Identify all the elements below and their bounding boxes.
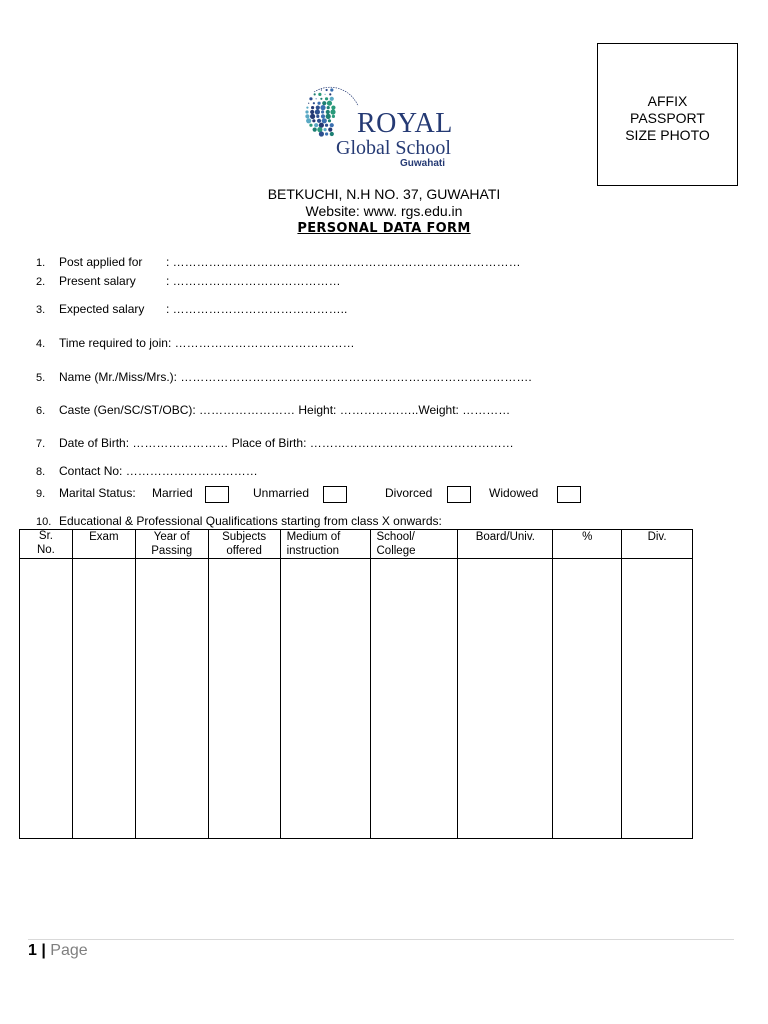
logo-dot [324, 94, 325, 95]
field-text: Educational & Professional Qualifications starting from class X onwards: [59, 514, 442, 528]
field-number: 6. [36, 405, 46, 417]
logo-dot [332, 115, 335, 118]
school-website: Website: www. rgs.edu.in [305, 203, 463, 219]
field-birth[interactable] [36, 436, 514, 452]
school-address: BETKUCHI, N.H NO. 37, GUWAHATI [267, 186, 501, 202]
logo-dot [311, 106, 314, 109]
field-text: Date of Birth: …………………… Place of Birth: …………………………………………… [59, 436, 514, 450]
table-header-row [20, 530, 693, 559]
logo-dot [314, 123, 318, 127]
field-label: Marital Status: [59, 486, 136, 500]
logo-dot [318, 93, 321, 96]
logo-dot [306, 107, 308, 109]
logo-dot [310, 110, 314, 114]
option-widowed-label: Widowed [489, 486, 539, 500]
photo-box-line-2: PASSPORT [630, 110, 705, 126]
checkbox-married[interactable] [205, 486, 229, 503]
photo-box-line-3: SIZE PHOTO [625, 127, 710, 143]
col-header-exam [72, 530, 135, 559]
logo-dot [326, 110, 330, 114]
field-name[interactable] [36, 370, 532, 386]
col-header-school [370, 530, 458, 559]
logo-dot [330, 123, 334, 127]
header-line: Year of [153, 531, 190, 543]
field-number: 10. [36, 516, 52, 528]
logo-dot [330, 132, 334, 136]
option-unmarried-label: Unmarried [253, 486, 310, 500]
field-label: Post applied for [59, 255, 143, 269]
logo-dot [305, 110, 308, 113]
logo-dot [316, 98, 317, 99]
header-line: College [376, 545, 416, 557]
table-cell[interactable] [280, 559, 370, 839]
option-divorced-label: Divorced [385, 486, 433, 500]
checkbox-divorced[interactable] [447, 486, 471, 503]
logo-dot [313, 128, 317, 132]
footer-divider [28, 939, 734, 940]
logo-dot [312, 119, 315, 122]
logo-dot [310, 114, 315, 119]
field-present-salary[interactable] [36, 274, 341, 290]
field-text: Contact No: …………………………… [59, 464, 258, 478]
logo-dot [330, 88, 333, 91]
page-number: 1 [28, 942, 37, 959]
field-number: 8. [36, 466, 46, 478]
logo-dot [326, 89, 328, 91]
logo-dot [305, 114, 309, 118]
col-header-div [622, 530, 693, 559]
header-line: Passing [151, 545, 193, 557]
logo-dot [330, 109, 335, 114]
header-line: % [582, 531, 593, 543]
field-time-to-join[interactable] [36, 336, 355, 352]
col-header-year [135, 530, 208, 559]
table-cell[interactable] [20, 559, 73, 839]
logo-dot [317, 119, 321, 123]
header-line: Sr. [38, 530, 53, 542]
col-header-percent [553, 530, 622, 559]
table-cell[interactable] [370, 559, 458, 839]
checkbox-widowed[interactable] [557, 486, 581, 503]
header-line: Div. [647, 531, 667, 543]
qualifications-table [19, 529, 693, 839]
logo-city-text: Guwahati [400, 158, 446, 169]
header-line: No. [36, 544, 55, 556]
header-line: Exam [89, 531, 119, 543]
field-number: 2. [36, 276, 46, 288]
logo-dot [323, 128, 326, 131]
field-text: Caste (Gen/SC/ST/OBC): …………………… Height: ………………..Weight: ………… [59, 403, 511, 417]
logo-dot [328, 119, 331, 122]
photo-box-line-1: AFFIX [647, 93, 688, 109]
field-text: Time required to join: ……………………………………… [59, 336, 355, 350]
table-cell[interactable] [135, 559, 208, 839]
logo-dot [319, 131, 324, 136]
header-line: School/ [376, 531, 415, 543]
logo-dot [329, 93, 331, 95]
logo-dot [306, 118, 311, 123]
field-number: 5. [36, 372, 46, 384]
logo-dot [319, 123, 324, 128]
table-cell[interactable] [208, 559, 280, 839]
logo-dot [317, 102, 320, 105]
table-row[interactable] [20, 559, 693, 839]
table-cell[interactable] [553, 559, 622, 839]
field-contact[interactable] [36, 464, 258, 480]
header-line: instruction [286, 545, 340, 557]
logo-dot [309, 97, 312, 100]
logo-dot [316, 106, 320, 110]
field-qualifications [36, 514, 442, 530]
field-blank: : …………………………………… [166, 274, 341, 288]
field-number: 4. [36, 338, 46, 350]
page-separator: | [41, 942, 46, 959]
field-label: Expected salary [59, 302, 145, 316]
logo-dot [313, 102, 315, 104]
logo-dot [326, 114, 331, 119]
col-header-subjects [208, 530, 280, 559]
col-header-board [458, 530, 553, 559]
header-line: Board/Univ. [475, 531, 535, 543]
logo-dot [321, 110, 324, 113]
logo-dot [327, 106, 330, 109]
page-word: Page [50, 942, 88, 959]
logo-dot [321, 89, 322, 90]
header-line: Medium of [286, 531, 341, 543]
field-post-applied[interactable] [36, 255, 521, 271]
col-header-medium [280, 530, 370, 559]
logo-dot [325, 124, 328, 127]
field-number: 3. [36, 304, 46, 316]
checkbox-unmarried[interactable] [323, 486, 347, 503]
logo-global-school-text: Global School [336, 137, 451, 159]
col-header-sr-no [20, 530, 73, 559]
field-caste-height-weight[interactable] [36, 403, 510, 419]
logo-dot [322, 118, 327, 123]
field-marital-status [36, 486, 136, 502]
logo-royal-text: ROYAL [357, 108, 453, 139]
page-footer [28, 941, 88, 961]
logo-dot [320, 98, 322, 100]
logo-dot [308, 103, 309, 104]
logo-dot [314, 93, 316, 95]
form-title: PERSONAL DATA FORM [297, 221, 471, 236]
field-label: Present salary [59, 274, 136, 288]
logo-dot [322, 101, 326, 105]
logo-dot [315, 109, 320, 114]
logo-dot [331, 106, 335, 110]
option-married-label: Married [152, 486, 193, 500]
logo-dot [316, 115, 319, 118]
header-line: Subjects [222, 531, 267, 543]
logo-dot [328, 128, 332, 132]
table-cell[interactable] [458, 559, 553, 839]
passport-photo-box [597, 43, 738, 186]
field-number: 9. [36, 488, 46, 500]
logo-dot [330, 97, 334, 101]
header-line: offered [226, 545, 262, 557]
logo-dot [320, 105, 325, 110]
field-number: 1. [36, 257, 46, 269]
logo-dot [309, 124, 312, 127]
logo-dot [321, 114, 325, 118]
field-number: 7. [36, 438, 46, 450]
field-blank: : …………………………………………………………………………… [166, 255, 521, 269]
table-cell[interactable] [622, 559, 693, 839]
logo-dot [325, 132, 328, 135]
field-expected-salary[interactable] [36, 302, 347, 318]
field-blank: : …………………………………….. [166, 302, 348, 316]
logo-dot [327, 101, 332, 106]
table-cell[interactable] [72, 559, 135, 839]
field-text: Name (Mr./Miss/Mrs.): ……………………………………………………………………………. [59, 370, 532, 384]
logo-dot [325, 97, 328, 100]
